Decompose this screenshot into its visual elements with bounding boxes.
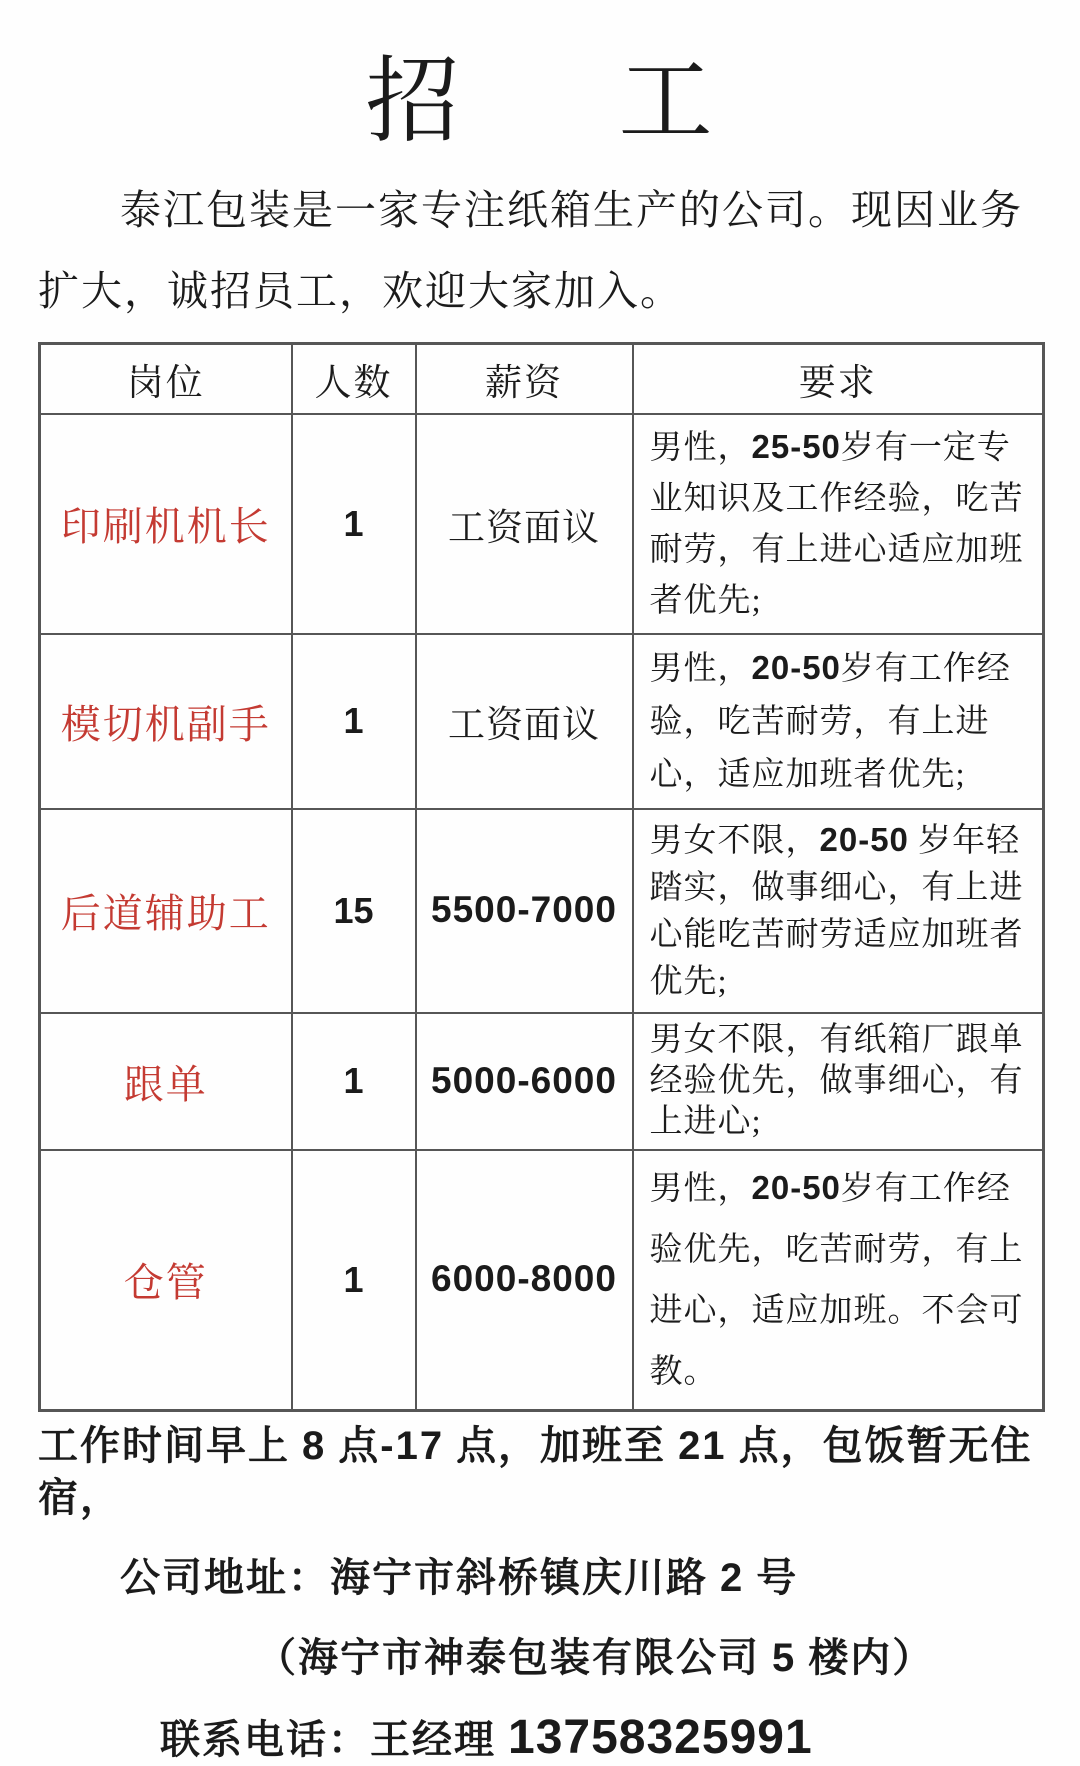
requirements-text: 男性，20-50岁有工作经验优先，吃苦耐劳，有上进心，适应加班。不会可教。 xyxy=(633,1150,1044,1411)
poster-title: 招 工 xyxy=(365,50,715,154)
header-headcount: 人数 xyxy=(292,344,416,414)
table-row-printer-captain xyxy=(40,414,1044,634)
address-detail-line: （海宁市神泰包装有限公司 5 楼内） xyxy=(256,1634,935,1680)
requirements-text: 男女不限，20-50 岁年轻踏实，做事细心，有上进心能吃苦耐劳适应加班者优先; xyxy=(633,809,1044,1013)
headcount-value: 15 xyxy=(292,809,416,1013)
table-row-order-follower xyxy=(40,1013,1044,1150)
table-row-diecutter-assistant xyxy=(40,634,1044,809)
requirements-text: 男女不限，有纸箱厂跟单经验优先，做事细心，有上进心; xyxy=(633,1013,1044,1150)
position-name: 模切机副手 xyxy=(40,634,292,809)
headcount-value: 1 xyxy=(292,414,416,634)
requirements-text: 男性，25-50岁有一定专业知识及工作经验，吃苦耐劳，有上进心适应加班者优先; xyxy=(633,414,1044,634)
salary-value: 工资面议 xyxy=(416,414,633,634)
salary-value: 工资面议 xyxy=(416,634,633,809)
salary-value: 6000-8000 xyxy=(416,1150,633,1411)
table-header-row xyxy=(40,344,1044,414)
requirements-text: 男性，20-50岁有工作经验，吃苦耐劳，有上进心，适应加班者优先; xyxy=(633,634,1044,809)
table-row-warehouse-keeper xyxy=(40,1150,1044,1411)
position-name: 后道辅助工 xyxy=(40,809,292,1013)
table-row-finishing-helper xyxy=(40,809,1044,1013)
salary-value: 5000-6000 xyxy=(416,1013,633,1150)
jobs-table xyxy=(38,342,1045,1412)
company-address-line: 公司地址：海宁市斜桥镇庆川路 2 号 xyxy=(120,1554,799,1600)
contact-phone-line: 联系电话：王经理 13758325991 xyxy=(160,1710,813,1764)
headcount-value: 1 xyxy=(292,1150,416,1411)
header-requirements: 要求 xyxy=(633,344,1044,414)
recruitment-poster xyxy=(0,52,1080,1766)
header-salary: 薪资 xyxy=(416,344,633,414)
headcount-value: 1 xyxy=(292,1013,416,1150)
position-name: 跟单 xyxy=(40,1013,292,1150)
position-name: 印刷机机长 xyxy=(40,414,292,634)
footer-notes xyxy=(38,1420,1042,1766)
salary-value: 5500-7000 xyxy=(416,809,633,1013)
work-hours-line: 工作时间早上 8 点-17 点，加班至 21 点，包饭暂无住宿， xyxy=(38,1422,1033,1520)
position-name: 仓管 xyxy=(40,1150,292,1411)
header-position: 岗位 xyxy=(40,344,292,414)
intro-paragraph: 泰江包装是一家专注纸箱生产的公司。现因业务扩大，诚招员工，欢迎大家加入。 xyxy=(38,187,1023,314)
headcount-value: 1 xyxy=(292,634,416,809)
